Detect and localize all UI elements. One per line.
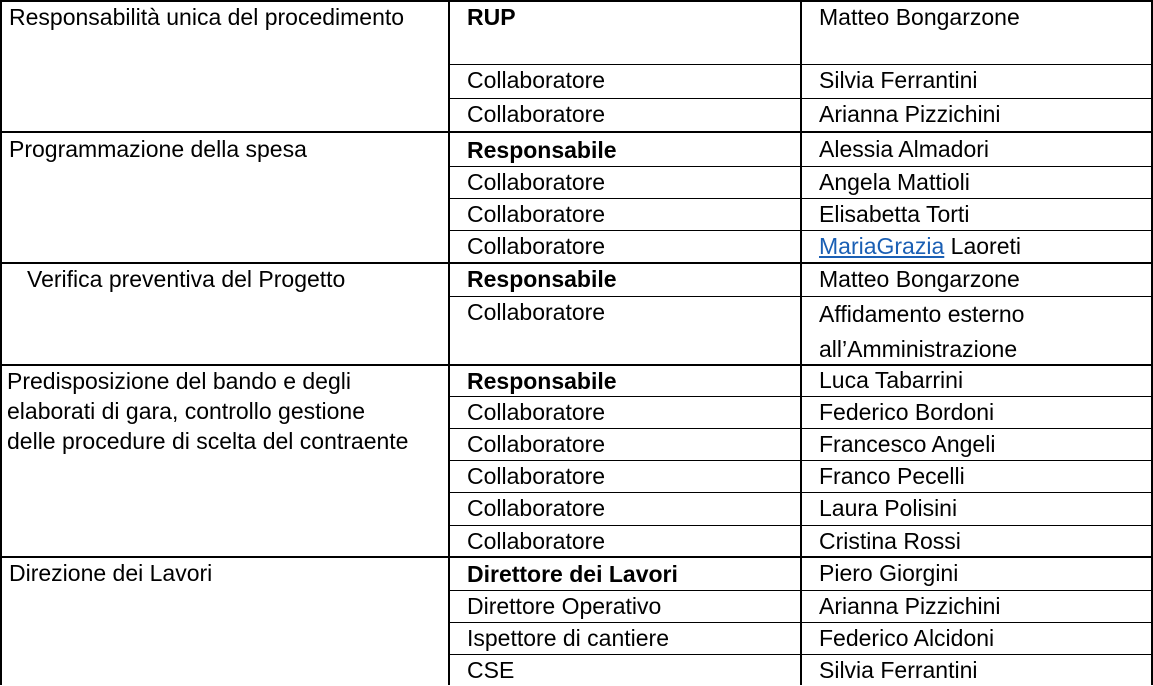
role-cell: Collaboratore bbox=[467, 169, 606, 195]
name-cell: Matteo Bongarzone bbox=[819, 266, 1020, 292]
section-divider bbox=[0, 131, 1153, 133]
name-line: Affidamento esterno bbox=[819, 301, 1025, 327]
name-link[interactable]: MariaGrazia bbox=[819, 233, 945, 259]
name-line: all’Amministrazione bbox=[819, 336, 1018, 362]
role-cell: Responsabile bbox=[467, 368, 617, 394]
area-cell: Responsabilità unica del procedimento bbox=[9, 4, 405, 30]
role-cell: Collaboratore bbox=[467, 233, 606, 259]
role-cell: RUP bbox=[467, 4, 516, 30]
role-cell: Direttore Operativo bbox=[467, 593, 662, 619]
name-cell: Federico Bordoni bbox=[819, 399, 995, 425]
role-cell: Responsabile bbox=[467, 137, 617, 163]
name-cell: Franco Pecelli bbox=[819, 463, 965, 489]
name-cell: Matteo Bongarzone bbox=[819, 4, 1020, 30]
name-cell: Alessia Almadori bbox=[819, 136, 990, 162]
area-cell: Direzione dei Lavori bbox=[9, 560, 213, 586]
role-cell: Collaboratore bbox=[467, 201, 606, 227]
role-cell: Collaboratore bbox=[467, 463, 606, 489]
role-cell: Collaboratore bbox=[467, 101, 606, 127]
column-divider-2 bbox=[800, 0, 802, 685]
area-cell: Verifica preventiva del Progetto bbox=[27, 266, 346, 292]
role-cell: CSE bbox=[467, 657, 515, 683]
table-border-left bbox=[0, 0, 2, 685]
name-cell: Silvia Ferrantini bbox=[819, 657, 978, 683]
row-divider bbox=[448, 654, 1153, 655]
role-cell: Collaboratore bbox=[467, 67, 606, 93]
role-cell: Collaboratore bbox=[467, 299, 606, 325]
name-cell: Cristina Rossi bbox=[819, 528, 961, 554]
name-cell: Elisabetta Torti bbox=[819, 201, 970, 227]
name-cell: Francesco Angeli bbox=[819, 431, 996, 457]
name-cell: Luca Tabarrini bbox=[819, 367, 964, 393]
name-cell: Laura Polisini bbox=[819, 495, 958, 521]
role-cell: Direttore dei Lavori bbox=[467, 561, 678, 587]
name-cell: Arianna Pizzichini bbox=[819, 593, 1001, 619]
name-cell: Silvia Ferrantini bbox=[819, 67, 978, 93]
area-cell: Predisposizione del bando e degli elaborati di gara, controllo gestione delle procedure di scelta del contraente bbox=[7, 368, 409, 454]
role-cell: Collaboratore bbox=[467, 431, 606, 457]
role-cell: Collaboratore bbox=[467, 528, 606, 554]
name-cell: Angela Mattioli bbox=[819, 169, 970, 195]
name-cell: Arianna Pizzichini bbox=[819, 101, 1001, 127]
name-cell bbox=[819, 297, 1024, 367]
role-cell: Collaboratore bbox=[467, 399, 606, 425]
area-cell: Programmazione della spesa bbox=[9, 136, 307, 162]
role-cell: Ispettore di cantiere bbox=[467, 625, 670, 651]
name-cell: Federico Alcidoni bbox=[819, 625, 995, 651]
role-cell: Responsabile bbox=[467, 266, 617, 292]
name-cell bbox=[819, 231, 1021, 262]
role-cell: Collaboratore bbox=[467, 495, 606, 521]
column-divider-1 bbox=[448, 0, 450, 685]
name-rest: Laoreti bbox=[944, 233, 1021, 259]
name-cell: Piero Giorgini bbox=[819, 560, 959, 586]
